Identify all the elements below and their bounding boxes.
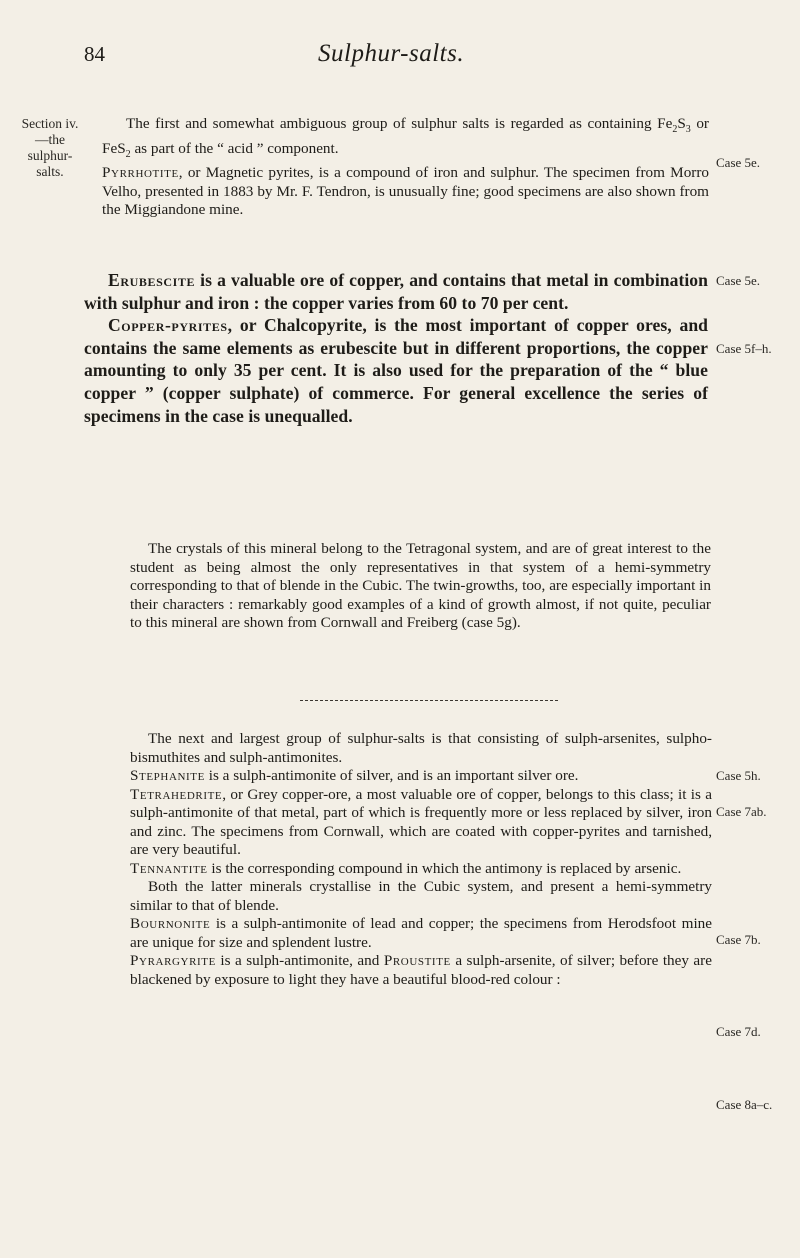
next-group-paragraph: The next and largest group of sulphur-salts is that consisting of sulph-arsenites, sulpho-bismuthites and sulph-antimonites. [130,730,712,766]
tetrahedrite-term: Tetrahedrite [130,785,223,803]
section-sidenote: Section iv. —the sulphur-salts. [21,116,79,179]
bournonite-paragraph [130,915,712,952]
intro-text-1: The first and somewhat ambiguous group of sulphur salts is regarded as containing Fe [126,115,673,132]
tennantite-paragraph [130,860,712,879]
crystals-block [130,540,711,633]
crystals-paragraph: The crystals of this mineral belong to the Tetragonal system, and are of great interest to the student as being almost the only representatives in that system of a hemi-symmetry corresponding to that of blende in the Cubic. The twin-growths, too, are especially important in their characters : remarkably good examples of a kind of growth almost, if not quite, peculiar to this mineral are shown from Cornwall and Freiberg (case 5g). [130,540,711,631]
case-ref-tennantite: Case 7b. [716,932,761,947]
section-separator [300,700,558,701]
stephanite-paragraph [130,767,712,786]
stephanite-text: is a sulph-antimonite of silver, and is an important silver ore. [204,767,579,784]
copper-pyrites-term: Copper-pyrites [108,315,228,336]
tennantite-text: is the corresponding compound in which the antimony is replaced by arsenic. [207,859,682,877]
intro-sub-2: 3 [685,124,691,136]
pyrargyrite-term: Pyrargyrite [130,952,216,969]
case-ref-stephanite: Case 5h. [716,768,761,783]
intro-block [102,115,709,220]
case-ref-bournonite: Case 7d. [716,1024,761,1039]
erubescite-term: Erubescite [108,270,196,290]
pyrrhotite-term: Pyrrhotite [102,164,179,182]
tetrahedrite-paragraph [130,786,712,860]
tennantite-term: Tennantite [130,859,208,877]
both-paragraph: Both the latter minerals crystallise in the Cubic system, and present a hemi-symmetry similar to that of blende. [130,878,712,914]
intro-sub-1: 2 [672,124,678,136]
case-ref-pyrargyrite: Case 8a–c. [716,1097,773,1112]
main-block [84,269,708,427]
pyrrhotite-paragraph [102,164,709,220]
copper-pyrites-paragraph [84,314,708,427]
case-ref-erubescite: Case 5e. [716,273,761,288]
pyrargyrite-text-b: a sulph-arsenite, of silver; before they are blackened by exposure to light they have a beautiful blood-red colour : [130,952,712,988]
case-ref-tetrahedrite: Case 7ab. [716,804,767,819]
pyrrhotite-text: , or Magnetic pyrites, is a compound of iron and sulphur. The specimen from Morro Velho, presented in 1883 by Mr. F. Tendron, is unusually fine; good specimens are also shown from the Miggiandone mine. [102,164,709,219]
case-ref-copper-pyrites: Case 5f–h. [716,341,772,356]
stephanite-term: Stephanite [130,767,205,784]
pyrargyrite-text-a: is a sulph-antimonite, and [215,952,384,969]
intro-text-4: as part of the “ acid ” component. [130,139,339,157]
intro-sub-3: 2 [125,148,131,160]
proustite-term: Proustite [383,952,451,969]
page-number: 84 [84,42,105,66]
bournonite-term: Bournonite [130,915,211,932]
sulph-salts-block [130,730,712,989]
tetrahedrite-text: , or Grey copper-ore, a most valuable ore of copper, belongs to this class; it is a sulph-antimonite of that metal, part of which is frequently more or less replaced by silver, iron and zinc. The specimens from Cornwall, which are coated with copper-pyrites and tarnished, are very beautiful. [130,785,712,858]
bournonite-text: is a sulph-antimonite of lead and copper; the specimens from Herodsfoot mine are unique for size and splendent lustre. [130,915,712,951]
copper-pyrites-text: , or Chalcopyrite, is the most important of copper ores, and contains the same elements as erubescite but in different proportions, the copper amounting to only 35 per cent. It is also used for the preparation of the “ blue copper ” (copper sulphate) of commerce. For general excellence the series of specimens in the case is unequalled. [84,315,708,426]
intro-text-3: or FeS [102,115,709,157]
intro-paragraph [102,115,709,164]
intro-text-2: S [677,115,686,132]
pyrargyrite-paragraph [130,952,712,989]
case-ref-pyrrhotite: Case 5e. [716,155,761,170]
erubescite-text: is a valuable ore of copper, and contains that metal in combination with sulphur and iron : the copper varies from 60 to 70 per cent. [84,270,708,313]
erubescite-paragraph [84,269,708,314]
running-title: Sulphur-salts. [318,40,465,67]
